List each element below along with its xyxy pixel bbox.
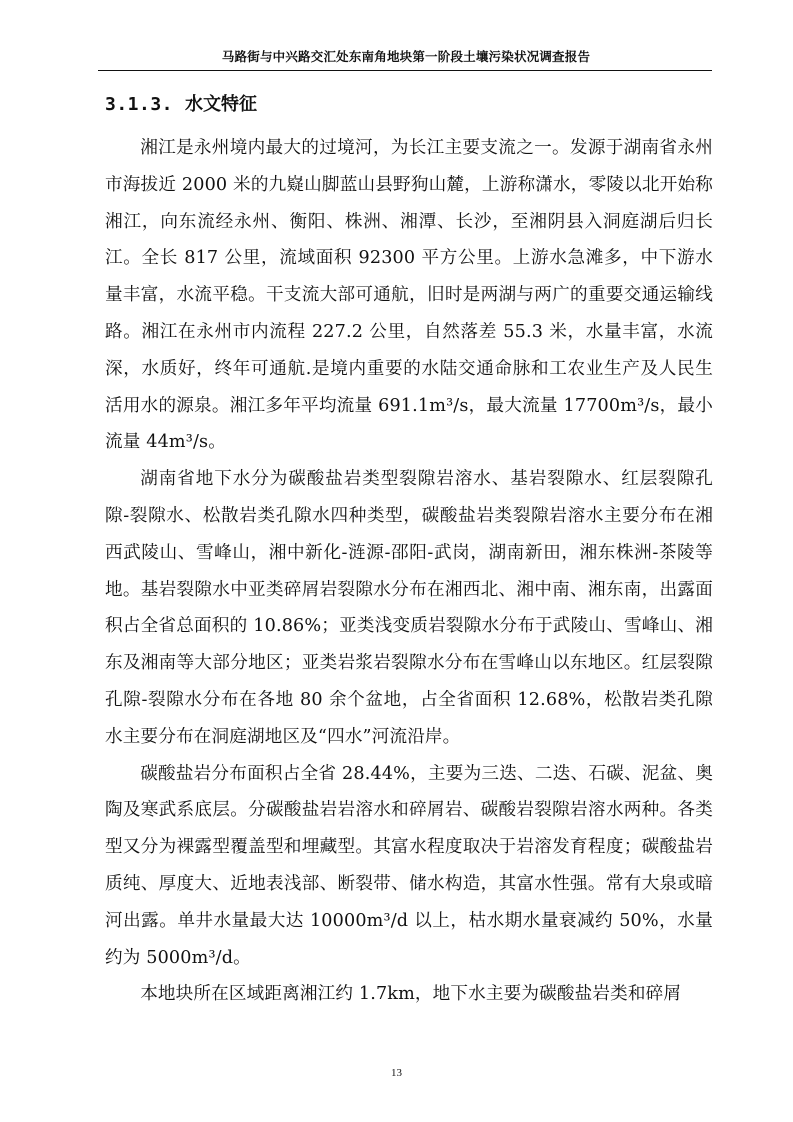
paragraph-groundwater-types: 湖南省地下水分为碳酸盐岩类型裂隙岩溶水、基岩裂隙水、红层裂隙孔隙-裂隙水、松散岩类孔隙水四种类型，碳酸盐岩类裂隙岩溶水主要分布在湘西武陵山、雪峰山，湘中新化-涟源-邵阳-武岗，湖南新田，湘东株洲-茶陵等地。基岩裂隙水中亚类碎屑岩裂隙水分布在湘西北、湘中南、湘东南，出露面积占全省总面积的 10.86%；亚类浅变质岩裂隙水分布于武陵山、雪峰山、湘东及湘南等大部分地区；亚类岩浆岩裂隙水分布在雪峰山以东地区。红层裂隙孔隙-裂隙水分布在各地 80 余个盆地，占全省面积 12.68%，松散岩类孔隙水主要分布在洞庭湖地区及“四水”河流沿岸。 bbox=[105, 469, 713, 747]
section-heading bbox=[105, 92, 257, 118]
section-title: 水文特征 bbox=[185, 94, 258, 115]
section-number: 3.1.3. bbox=[105, 94, 174, 115]
paragraph-xiang-river: 湘江是永州境内最大的过境河，为长江主要支流之一。发源于湖南省永州市海拔近 2000 米的九嶷山脚蓝山县野狗山麓，上游称潇水，零陵以北开始称湘江，向东流经永州、衡阳、株洲、湘潭、长沙，至湘阴县入洞庭湖后归长江。全长 817 公里，流域面积 92300 平方公里。上游水急滩多，中下游水量丰富，水流平稳。干支流大部可通航，旧时是两湖与两广的重要交通运输线路。湘江在永州市内流程 227.2 公里，自然落差 55.3 米，水量丰富，水流深，水质好，终年可通航.是境内重要的水陆交通命脉和工农业生产及人民生活用水的源泉。湘江多年平均流量 691.1m³/s，最大流量 17700m³/s，最小流量 44m³/s。 bbox=[105, 138, 713, 453]
paragraph-site-location: 本地块所在区域距离湘江约 1.7km，地下水主要为碳酸盐岩类和碎屑 bbox=[140, 984, 682, 1005]
page-number: 13 bbox=[391, 1067, 402, 1079]
paragraph-carbonate-rock: 碳酸盐岩分布面积占全省 28.44%，主要为三迭、二迭、石碳、泥盆、奥陶及寒武系底层。分碳酸盐岩岩溶水和碎屑岩、碳酸岩裂隙岩溶水两种。各类型又分为裸露型覆盖型和埋藏型。其富水程度取决于岩溶发育程度；碳酸盐岩质纯、厚度大、近地表浅部、断裂带、储水构造，其富水性强。常有大泉或暗河出露。单井水量最大达 10000m³/d 以上，枯水期水量衰减约 50%，水量约为 5000m³/d。 bbox=[105, 763, 713, 968]
header-divider bbox=[98, 70, 712, 71]
body-text bbox=[105, 130, 713, 1013]
document-header: 马路街与中兴路交汇处东南角地块第一阶段土壤污染状况调查报告 bbox=[221, 49, 591, 64]
